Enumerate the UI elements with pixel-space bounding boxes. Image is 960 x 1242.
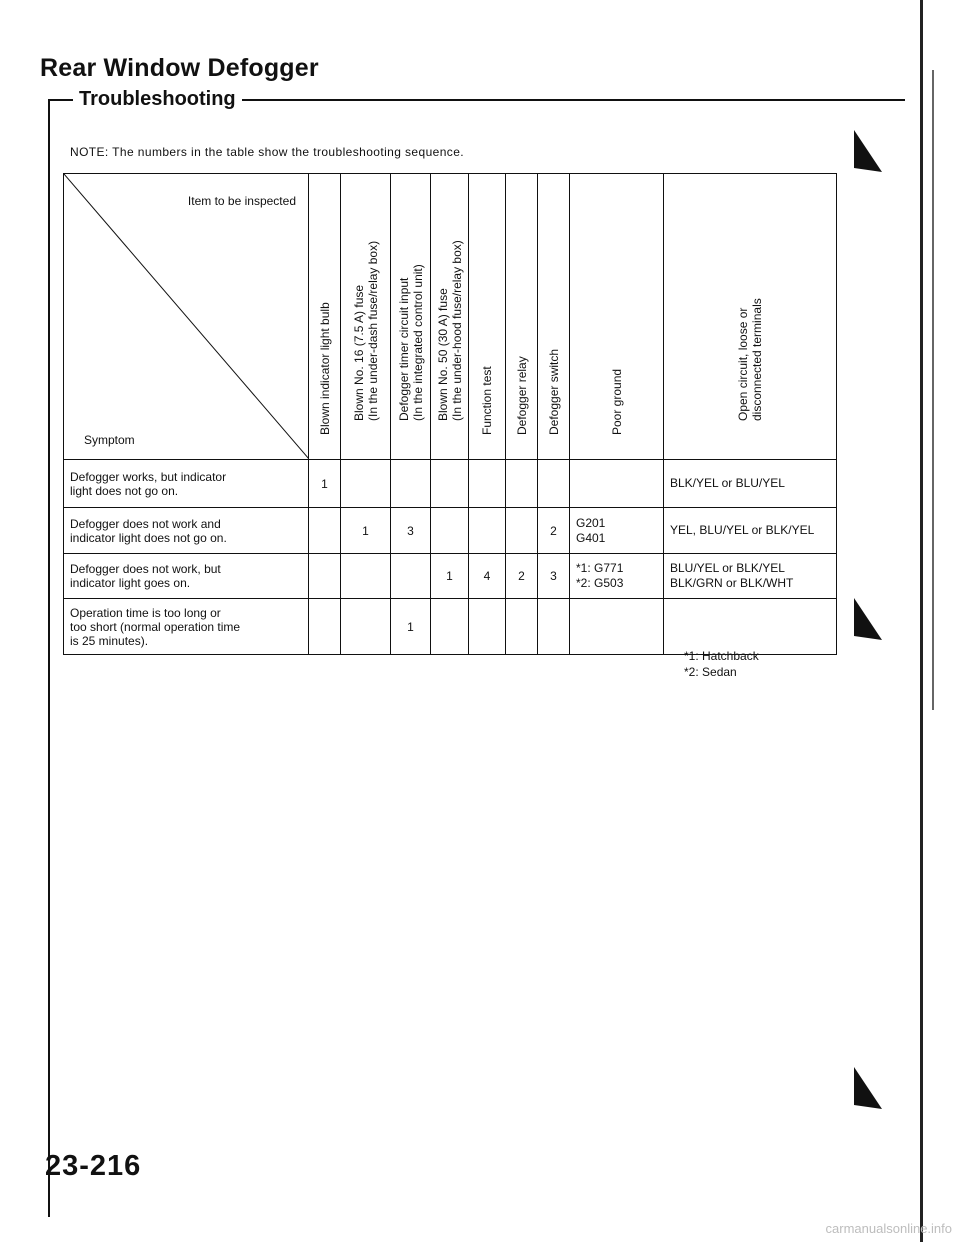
seq-cell: 1: [309, 460, 341, 508]
corner-diagonal: [64, 174, 309, 459]
ground-cell: [570, 599, 664, 655]
seq-cell: [506, 599, 538, 655]
seq-cell: 3: [538, 554, 570, 599]
wire-cell: [664, 599, 837, 655]
seq-cell: [309, 599, 341, 655]
ground-text: G401: [576, 530, 606, 545]
ground-cell: [570, 554, 664, 599]
col-header-text: Blown No. 16 (7.5 A) fuse: [351, 284, 366, 421]
section-heading: Troubleshooting: [73, 88, 242, 111]
page-corner-marker: [850, 596, 884, 642]
footnote-sedan: *2: Sedan: [684, 665, 737, 679]
seq-cell: 3: [391, 508, 431, 554]
seq-cell: [431, 508, 469, 554]
seq-cell: [309, 508, 341, 554]
seq-cell: [309, 554, 341, 599]
seq-cell: [341, 599, 391, 655]
seq-cell: [341, 554, 391, 599]
col-header-text: Blown No. 50 (30 A) fuse: [435, 288, 450, 421]
symptom-cell: [64, 599, 309, 655]
wire-cell: [664, 554, 837, 599]
watermark-text: carmanualsonline.info: [825, 1221, 952, 1236]
seq-cell: [469, 460, 506, 508]
wire-text: YEL, BLU/YEL or BLK/YEL: [670, 523, 815, 537]
col-header-text: Defogger switch: [546, 348, 561, 435]
symptom-text: Defogger works, but indicator: [70, 469, 227, 484]
col-header-open-circuit: [664, 174, 837, 460]
page-title: Rear Window Defogger: [40, 54, 319, 82]
wire-text: BLK/GRN or BLK/WHT: [670, 576, 794, 590]
troubleshooting-table: [63, 173, 837, 655]
seq-cell: [391, 460, 431, 508]
seq-cell: [431, 599, 469, 655]
footnote-hatchback: *1: Hatchback: [684, 649, 759, 663]
table-row: [64, 508, 837, 554]
page-number: 23-216: [45, 1150, 142, 1182]
col-header-subtext: (In the integrated control unit): [410, 264, 425, 421]
col-header-text: Blown indicator light bulb: [317, 302, 332, 435]
table-row: [64, 460, 837, 508]
ground-cell: [570, 460, 664, 508]
symptom-label: Symptom: [84, 433, 135, 447]
seq-cell: 2: [538, 508, 570, 554]
seq-cell: [469, 599, 506, 655]
item-to-inspect-label: Item to be inspected: [187, 194, 296, 208]
symptom-cell: [64, 508, 309, 554]
page-edge-bar: [920, 0, 923, 1242]
seq-cell: [391, 554, 431, 599]
wire-cell: [664, 460, 837, 508]
seq-cell: 4: [469, 554, 506, 599]
seq-cell: [469, 508, 506, 554]
wire-text: BLU/YEL or BLK/YEL: [670, 561, 785, 575]
table-note: NOTE: The numbers in the table show the troubleshooting sequence.: [70, 145, 464, 159]
page-corner-marker: [850, 128, 884, 174]
col-header-poor-ground: [570, 174, 664, 460]
col-header-text: Poor ground: [609, 368, 624, 435]
symptom-text: indicator light does not go on.: [70, 530, 227, 545]
col-header-fuse-50: [431, 174, 469, 460]
wire-text: BLK/YEL or BLU/YEL: [670, 476, 785, 490]
seq-cell: [431, 460, 469, 508]
seq-cell: [538, 460, 570, 508]
col-header-defogger-switch: [538, 174, 570, 460]
col-header-text: Defogger timer circuit input: [396, 277, 411, 421]
seq-cell: [506, 460, 538, 508]
page-corner-marker: [850, 1065, 884, 1111]
seq-cell: 1: [431, 554, 469, 599]
symptom-cell: [64, 554, 309, 599]
symptom-text: Operation time is too long or: [70, 605, 221, 620]
col-header-timer-input: [391, 174, 431, 460]
symptom-text: Defogger does not work and: [70, 516, 221, 531]
seq-cell: [341, 460, 391, 508]
symptom-text: Defogger does not work, but: [70, 562, 221, 576]
col-header-subtext: (In the under-hood fuse/relay box): [449, 240, 464, 421]
symptom-text: light does not go on.: [70, 483, 179, 498]
col-header-subtext: (In the under-dash fuse/relay box): [365, 240, 380, 421]
col-header-defogger-relay: [506, 174, 538, 460]
table-row: [64, 599, 837, 655]
symptom-text: is 25 minutes).: [70, 633, 149, 648]
seq-cell: [538, 599, 570, 655]
col-header-text: Defogger relay: [514, 356, 529, 435]
col-header-text: Function test: [480, 366, 494, 435]
table-header-row: [64, 174, 837, 460]
col-header-function-test: [469, 174, 506, 460]
ground-text: *2: G503: [576, 576, 624, 590]
ground-text: *1: G771: [576, 561, 624, 575]
symptom-text: too short (normal operation time: [70, 619, 241, 634]
seq-cell: 1: [391, 599, 431, 655]
page-edge-bar-inner: [932, 70, 934, 710]
symptom-text: indicator light goes on.: [70, 576, 191, 590]
corner-cell: [64, 174, 309, 460]
col-header-indicator-bulb: [309, 174, 341, 460]
symptom-cell: [64, 460, 309, 508]
footnotes: [684, 648, 759, 680]
seq-cell: 2: [506, 554, 538, 599]
seq-cell: 1: [341, 508, 391, 554]
seq-cell: [506, 508, 538, 554]
table-row: [64, 554, 837, 599]
col-header-subtext: disconnected terminals: [750, 298, 764, 421]
col-header-fuse-16: [341, 174, 391, 460]
ground-cell: [570, 508, 664, 554]
col-header-text: Open circuit, loose or: [736, 307, 750, 421]
ground-text: G201: [576, 515, 606, 530]
wire-cell: [664, 508, 837, 554]
